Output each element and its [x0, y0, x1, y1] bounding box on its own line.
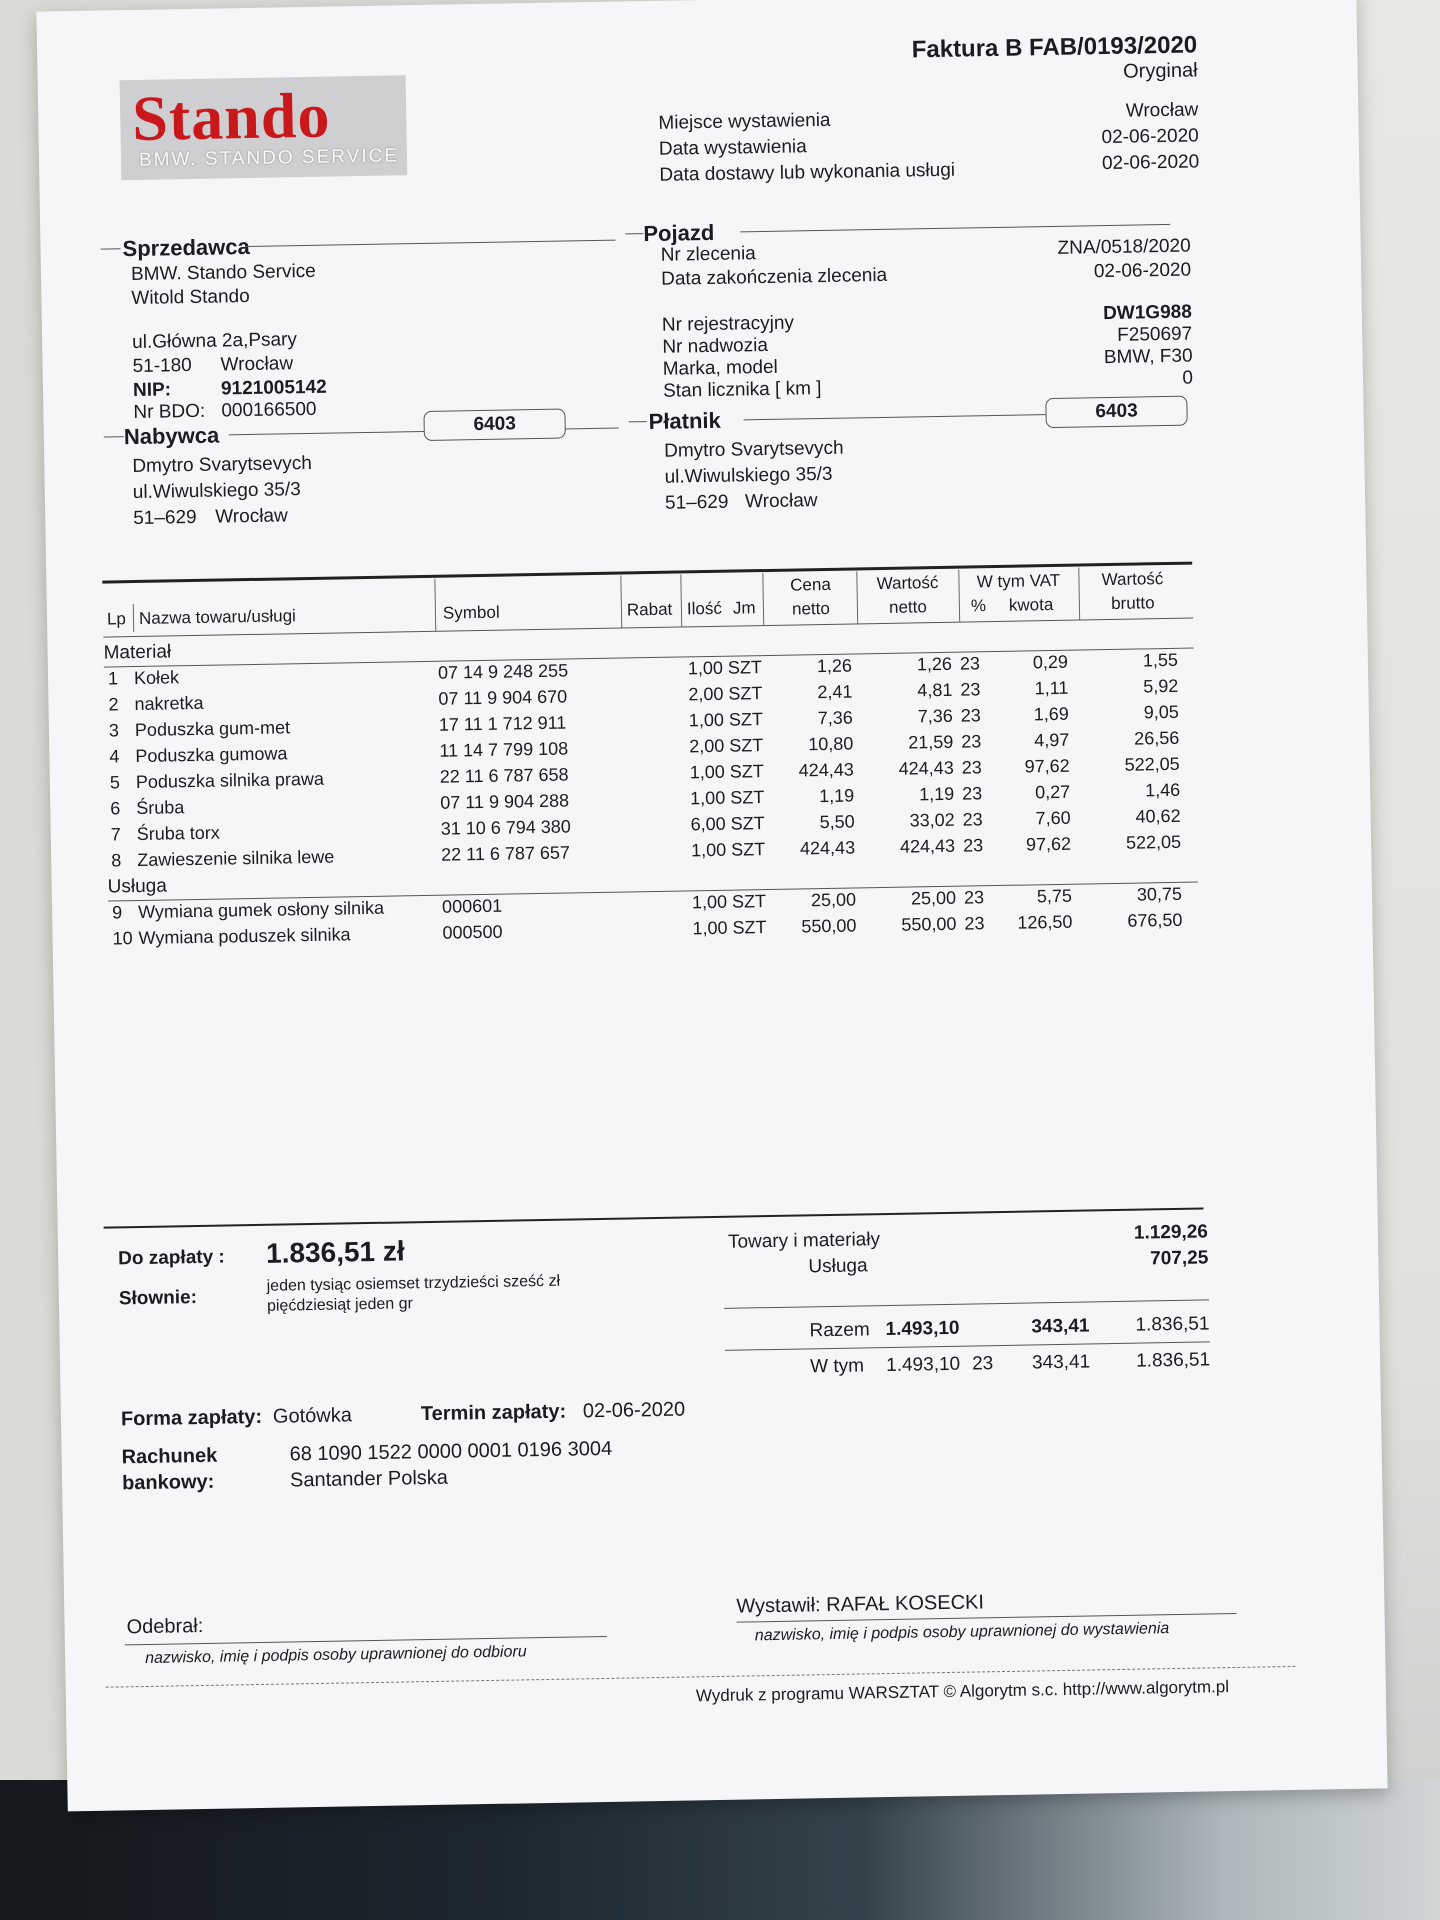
seller-nip-label: NIP: [132, 379, 172, 402]
seller-bdo-label: Nr BDO: [133, 400, 206, 424]
invoice-title: Faktura B FAB/0193/2020 [911, 31, 1198, 64]
cell-vat-pct: 23 [964, 913, 985, 934]
footer-text: Wydruk z programu WARSZTAT © Algorytm s.c. http://www.algorytm.pl [695, 1677, 1230, 1706]
cell-vat-pct: 23 [959, 653, 981, 674]
payer-code-badge: 6403 [1045, 396, 1188, 428]
company-logo [120, 75, 408, 180]
col-lp: Lp [106, 609, 127, 629]
col-vat-pct: % [970, 596, 987, 616]
payment-method-label: Forma zapłaty: [120, 1405, 263, 1431]
cell-vat: 126,50 [1017, 911, 1073, 933]
cell-net: 33,02 [909, 809, 955, 831]
col-vat: W tym VAT [976, 570, 1061, 592]
cell-price: 2,41 [817, 681, 853, 703]
logo-sub-text: BMW. STANDO SERVICE [138, 145, 400, 171]
cell-lp: 5 [109, 772, 121, 793]
cell-qty: 1,00 SZT [692, 917, 767, 939]
cell-lp: 2 [108, 694, 119, 715]
sum-vat: 343,41 [1031, 1315, 1090, 1338]
cell-gross: 9,05 [1143, 701, 1179, 723]
cell-qty: 1,00 SZT [691, 891, 767, 913]
cell-gross: 40,62 [1135, 805, 1181, 827]
issue-date-label: Data wystawienia [658, 136, 807, 160]
buyer-city: Wrocław [215, 505, 288, 528]
cell-price: 1,19 [818, 785, 855, 807]
cell-qty: 2,00 SZT [688, 683, 763, 705]
cell-gross: 26,56 [1134, 727, 1180, 749]
issue-date-value: 02-06-2020 [1101, 125, 1199, 149]
goods-value: 1.129,26 [1133, 1221, 1209, 1244]
cell-qty: 1,00 SZT [687, 657, 763, 679]
cell-net: 21,59 [908, 731, 954, 753]
payment-method-value: Gotówka [272, 1404, 353, 1428]
logo-main-text: Stando [131, 79, 331, 154]
cell-price: 5,50 [819, 811, 855, 833]
vehicle-rule [740, 224, 1170, 233]
cell-name: Śruba [136, 797, 185, 819]
incl-gross: 1.836,51 [1135, 1349, 1211, 1372]
incl-label: W tym [809, 1355, 865, 1378]
payer-rule-left [629, 421, 647, 422]
col-sep [133, 604, 134, 632]
cell-qty: 1,00 SZT [689, 761, 764, 783]
place-label: Miejsce wystawienia [658, 109, 831, 134]
col-net-2: netto [888, 597, 927, 617]
account-label-1: Rachunek [121, 1444, 218, 1469]
subtotal-rule [724, 1299, 1209, 1308]
col-symbol: Symbol [442, 602, 500, 623]
sum-net: 1.493,10 [885, 1317, 960, 1341]
col-net-1: Wartość [876, 573, 939, 594]
col-gross-2: brutto [1110, 593, 1155, 613]
cell-lp: 1 [107, 668, 119, 689]
group-heading: Usługa [107, 875, 168, 898]
cell-price: 7,36 [817, 707, 854, 729]
payer-postal: 51–629 [664, 491, 729, 514]
col-price-1: Cena [790, 574, 831, 595]
cell-name: Poduszka gumowa [135, 743, 288, 767]
seller-heading: Sprzedawca [122, 233, 250, 262]
seller-postal: 51-180 [132, 354, 192, 378]
col-vat-amt: kwota [1008, 594, 1054, 615]
cell-gross: 676,50 [1127, 909, 1183, 931]
cell-gross: 30,75 [1136, 883, 1183, 905]
cell-gross: 5,92 [1143, 675, 1179, 697]
cell-vat: 97,62 [1024, 755, 1070, 777]
seller-nip-value: 9121005142 [220, 376, 327, 400]
cell-vat: 97,62 [1025, 833, 1072, 855]
col-rabat: Rabat [626, 599, 673, 620]
cell-price: 10,80 [808, 733, 854, 755]
totals-rule [104, 1207, 1204, 1228]
buyer-postal: 51–629 [133, 506, 197, 530]
cell-price: 424,43 [798, 759, 854, 781]
cell-vat-pct: 23 [962, 809, 983, 830]
cell-name: Kołek [133, 667, 180, 689]
reg-label: Nr rejestracyjny [661, 312, 795, 336]
payer-street: ul.Wiwulskiego 35/3 [664, 463, 833, 488]
cell-vat-pct: 23 [961, 757, 982, 778]
order-value: ZNA/0518/2020 [1057, 235, 1191, 259]
order-end-value: 02-06-2020 [1093, 259, 1192, 283]
service-label: Usługa [808, 1255, 868, 1278]
cell-price: 424,43 [799, 837, 856, 859]
cell-symbol: 22 11 6 787 657 [440, 842, 571, 865]
cell-price: 25,00 [810, 889, 857, 911]
words-line-2: pięćdziesiąt jeden gr [266, 1295, 414, 1315]
col-sep [856, 571, 858, 623]
col-gross-1: Wartość [1101, 569, 1164, 590]
cell-vat-pct: 23 [960, 705, 982, 726]
seller-rule-left [101, 248, 121, 249]
invoice-document [36, 0, 1387, 1811]
cell-gross: 522,05 [1124, 753, 1180, 775]
cell-symbol: 31 10 6 794 380 [440, 816, 571, 839]
cell-net: 1,19 [918, 783, 955, 805]
cell-qty: 6,00 SZT [690, 813, 765, 835]
words-line-1: jeden tysiąc osiemset trzydzieści sześć zł [266, 1272, 561, 1295]
cell-net: 424,43 [899, 835, 956, 857]
cell-qty: 1,00 SZT [690, 839, 766, 861]
make-label: Marka, model [662, 356, 779, 380]
cell-name: nakretka [134, 692, 204, 715]
goods-label: Towary i materiały [727, 1229, 881, 1253]
received-caption: nazwisko, imię i podpis osoby uprawnionej do odbioru [145, 1643, 527, 1668]
cell-vat-pct: 23 [961, 731, 982, 752]
cell-symbol: 07 11 9 904 288 [440, 790, 570, 813]
cell-net: 4,81 [917, 679, 953, 701]
buyer-name: Dmytro Svarytsevych [132, 452, 312, 478]
cell-name: Wymiana poduszek silnika [138, 924, 351, 949]
order-end-label: Data zakończenia zlecenia [660, 264, 888, 290]
to-pay-label: Do zapłaty : [117, 1246, 225, 1270]
cell-net: 7,36 [917, 705, 953, 727]
cell-name: Wymiana gumek osłony silnika [137, 897, 385, 923]
delivery-date-label: Data dostawy lub wykonania usługi [659, 159, 956, 186]
vehicle-heading: Pojazd [643, 219, 715, 247]
payment-due-value: 02-06-2020 [582, 1398, 686, 1423]
cell-vat-pct: 23 [960, 679, 981, 700]
original-label: Oryginał [1122, 59, 1198, 83]
cell-net: 424,43 [898, 757, 954, 779]
cell-lp: 9 [111, 902, 123, 923]
service-value: 707,25 [1150, 1247, 1209, 1270]
place-value: Wrocław [1125, 99, 1199, 122]
cell-vat: 5,75 [1036, 885, 1073, 907]
cell-lp: 3 [108, 720, 120, 741]
incl-pct: 23 [971, 1353, 994, 1375]
cell-lp: 4 [109, 746, 120, 767]
issued-label: Wystawił: RAFAŁ KOSECKI [736, 1591, 985, 1618]
sum-label: Razem [809, 1319, 870, 1342]
col-sep [434, 579, 436, 631]
buyer-heading: Nabywca [123, 422, 220, 450]
incl-net: 1.493,10 [885, 1353, 961, 1377]
seller-street: ul.Główna 2a,Psary [131, 329, 298, 354]
cell-name: Śruba torx [136, 822, 220, 845]
cell-price: 550,00 [801, 915, 857, 937]
issued-caption: nazwisko, imię i podpis osoby uprawnionej do wystawienia [754, 1620, 1170, 1645]
odometer-value: 0 [1182, 367, 1194, 389]
vehicle-rule-left [625, 233, 643, 234]
payment-due-label: Termin zapłaty: [420, 1400, 567, 1426]
cell-symbol: 17 11 1 712 911 [438, 712, 567, 735]
account-label-2: bankowy: [121, 1470, 215, 1495]
cell-name: Zawieszenie silnika lewe [137, 846, 335, 871]
col-name: Nazwa towaru/usługi [138, 606, 297, 628]
col-sep [762, 573, 764, 625]
payer-city: Wrocław [744, 490, 818, 513]
words-label: Słownie: [118, 1287, 198, 1310]
col-qty: Ilość [686, 598, 723, 619]
cell-gross: 1,46 [1144, 779, 1181, 801]
incl-vat: 343,41 [1031, 1351, 1091, 1374]
seller-city: Wrocław [220, 353, 294, 376]
make-value: BMW, F30 [1103, 345, 1193, 369]
col-sep [620, 576, 622, 628]
seller-name: BMW. Stando Service [130, 260, 316, 286]
cell-lp: 7 [110, 824, 121, 845]
cell-vat-pct: 23 [962, 835, 984, 856]
cell-vat-pct: 23 [963, 887, 985, 908]
seller-owner: Witold Stando [131, 285, 250, 310]
cell-gross: 1,55 [1142, 649, 1179, 671]
cell-symbol: 000500 [442, 921, 503, 943]
cell-qty: 1,00 SZT [688, 709, 764, 731]
items-table [102, 561, 1209, 980]
cell-qty: 1,00 SZT [690, 787, 765, 809]
cell-price: 1,26 [816, 655, 853, 677]
col-jm: Jm [732, 598, 756, 618]
cell-vat-pct: 23 [962, 783, 983, 804]
vin-label: Nr nadwozia [662, 334, 769, 358]
reg-value: DW1G988 [1102, 301, 1192, 325]
cell-vat: 1,69 [1033, 703, 1069, 725]
cell-symbol: 07 11 9 904 670 [438, 686, 568, 709]
col-price-2: netto [791, 598, 831, 619]
payer-heading: Płatnik [648, 407, 721, 435]
received-label: Odebrał: [126, 1614, 204, 1639]
cell-name: Poduszka gum-met [134, 717, 291, 741]
col-sep [1078, 568, 1080, 620]
seller-rule [246, 240, 616, 247]
delivery-date-value: 02-06-2020 [1101, 151, 1200, 175]
order-label: Nr zlecenia [660, 243, 756, 266]
sum-rule [725, 1341, 1210, 1350]
cell-symbol: 000601 [441, 895, 503, 917]
seller-bdo-value: 000166500 [221, 398, 317, 422]
cell-lp: 10 [112, 928, 133, 949]
sum-gross: 1.836,51 [1135, 1313, 1210, 1336]
cell-vat: 1,11 [1034, 677, 1069, 699]
cell-net: 1,26 [916, 653, 953, 675]
payer-name: Dmytro Svarytsevych [663, 437, 844, 462]
cell-name: Poduszka silnika prawa [135, 768, 325, 793]
group-heading: Materiał [103, 641, 172, 664]
buyer-code-badge: 6403 [423, 408, 566, 440]
bank-name: Santander Polska [289, 1466, 449, 1492]
to-pay-value: 1.836,51 zł [265, 1235, 405, 1269]
cell-symbol: 07 14 9 248 255 [437, 660, 569, 683]
col-sep [680, 574, 682, 626]
cell-lp: 8 [111, 850, 122, 871]
cell-net: 25,00 [910, 887, 957, 909]
account-number: 68 1090 1522 0000 0001 0196 3004 [289, 1437, 613, 1466]
cell-gross: 522,05 [1125, 831, 1182, 853]
cell-net: 550,00 [901, 913, 957, 935]
cell-qty: 2,00 SZT [689, 735, 764, 757]
cell-vat: 7,60 [1035, 807, 1071, 829]
cell-vat: 0,29 [1032, 651, 1069, 673]
cell-vat: 4,97 [1034, 729, 1070, 751]
cell-vat: 0,27 [1034, 781, 1071, 803]
buyer-rule-left [104, 436, 124, 437]
cell-lp: 6 [110, 798, 121, 819]
vin-value: F250697 [1117, 323, 1193, 346]
cell-symbol: 22 11 6 787 658 [439, 764, 569, 787]
buyer-street: ul.Wiwulskiego 35/3 [132, 479, 301, 504]
cell-symbol: 11 14 7 799 108 [439, 738, 569, 761]
odometer-label: Stan licznika [ km ] [662, 378, 822, 402]
